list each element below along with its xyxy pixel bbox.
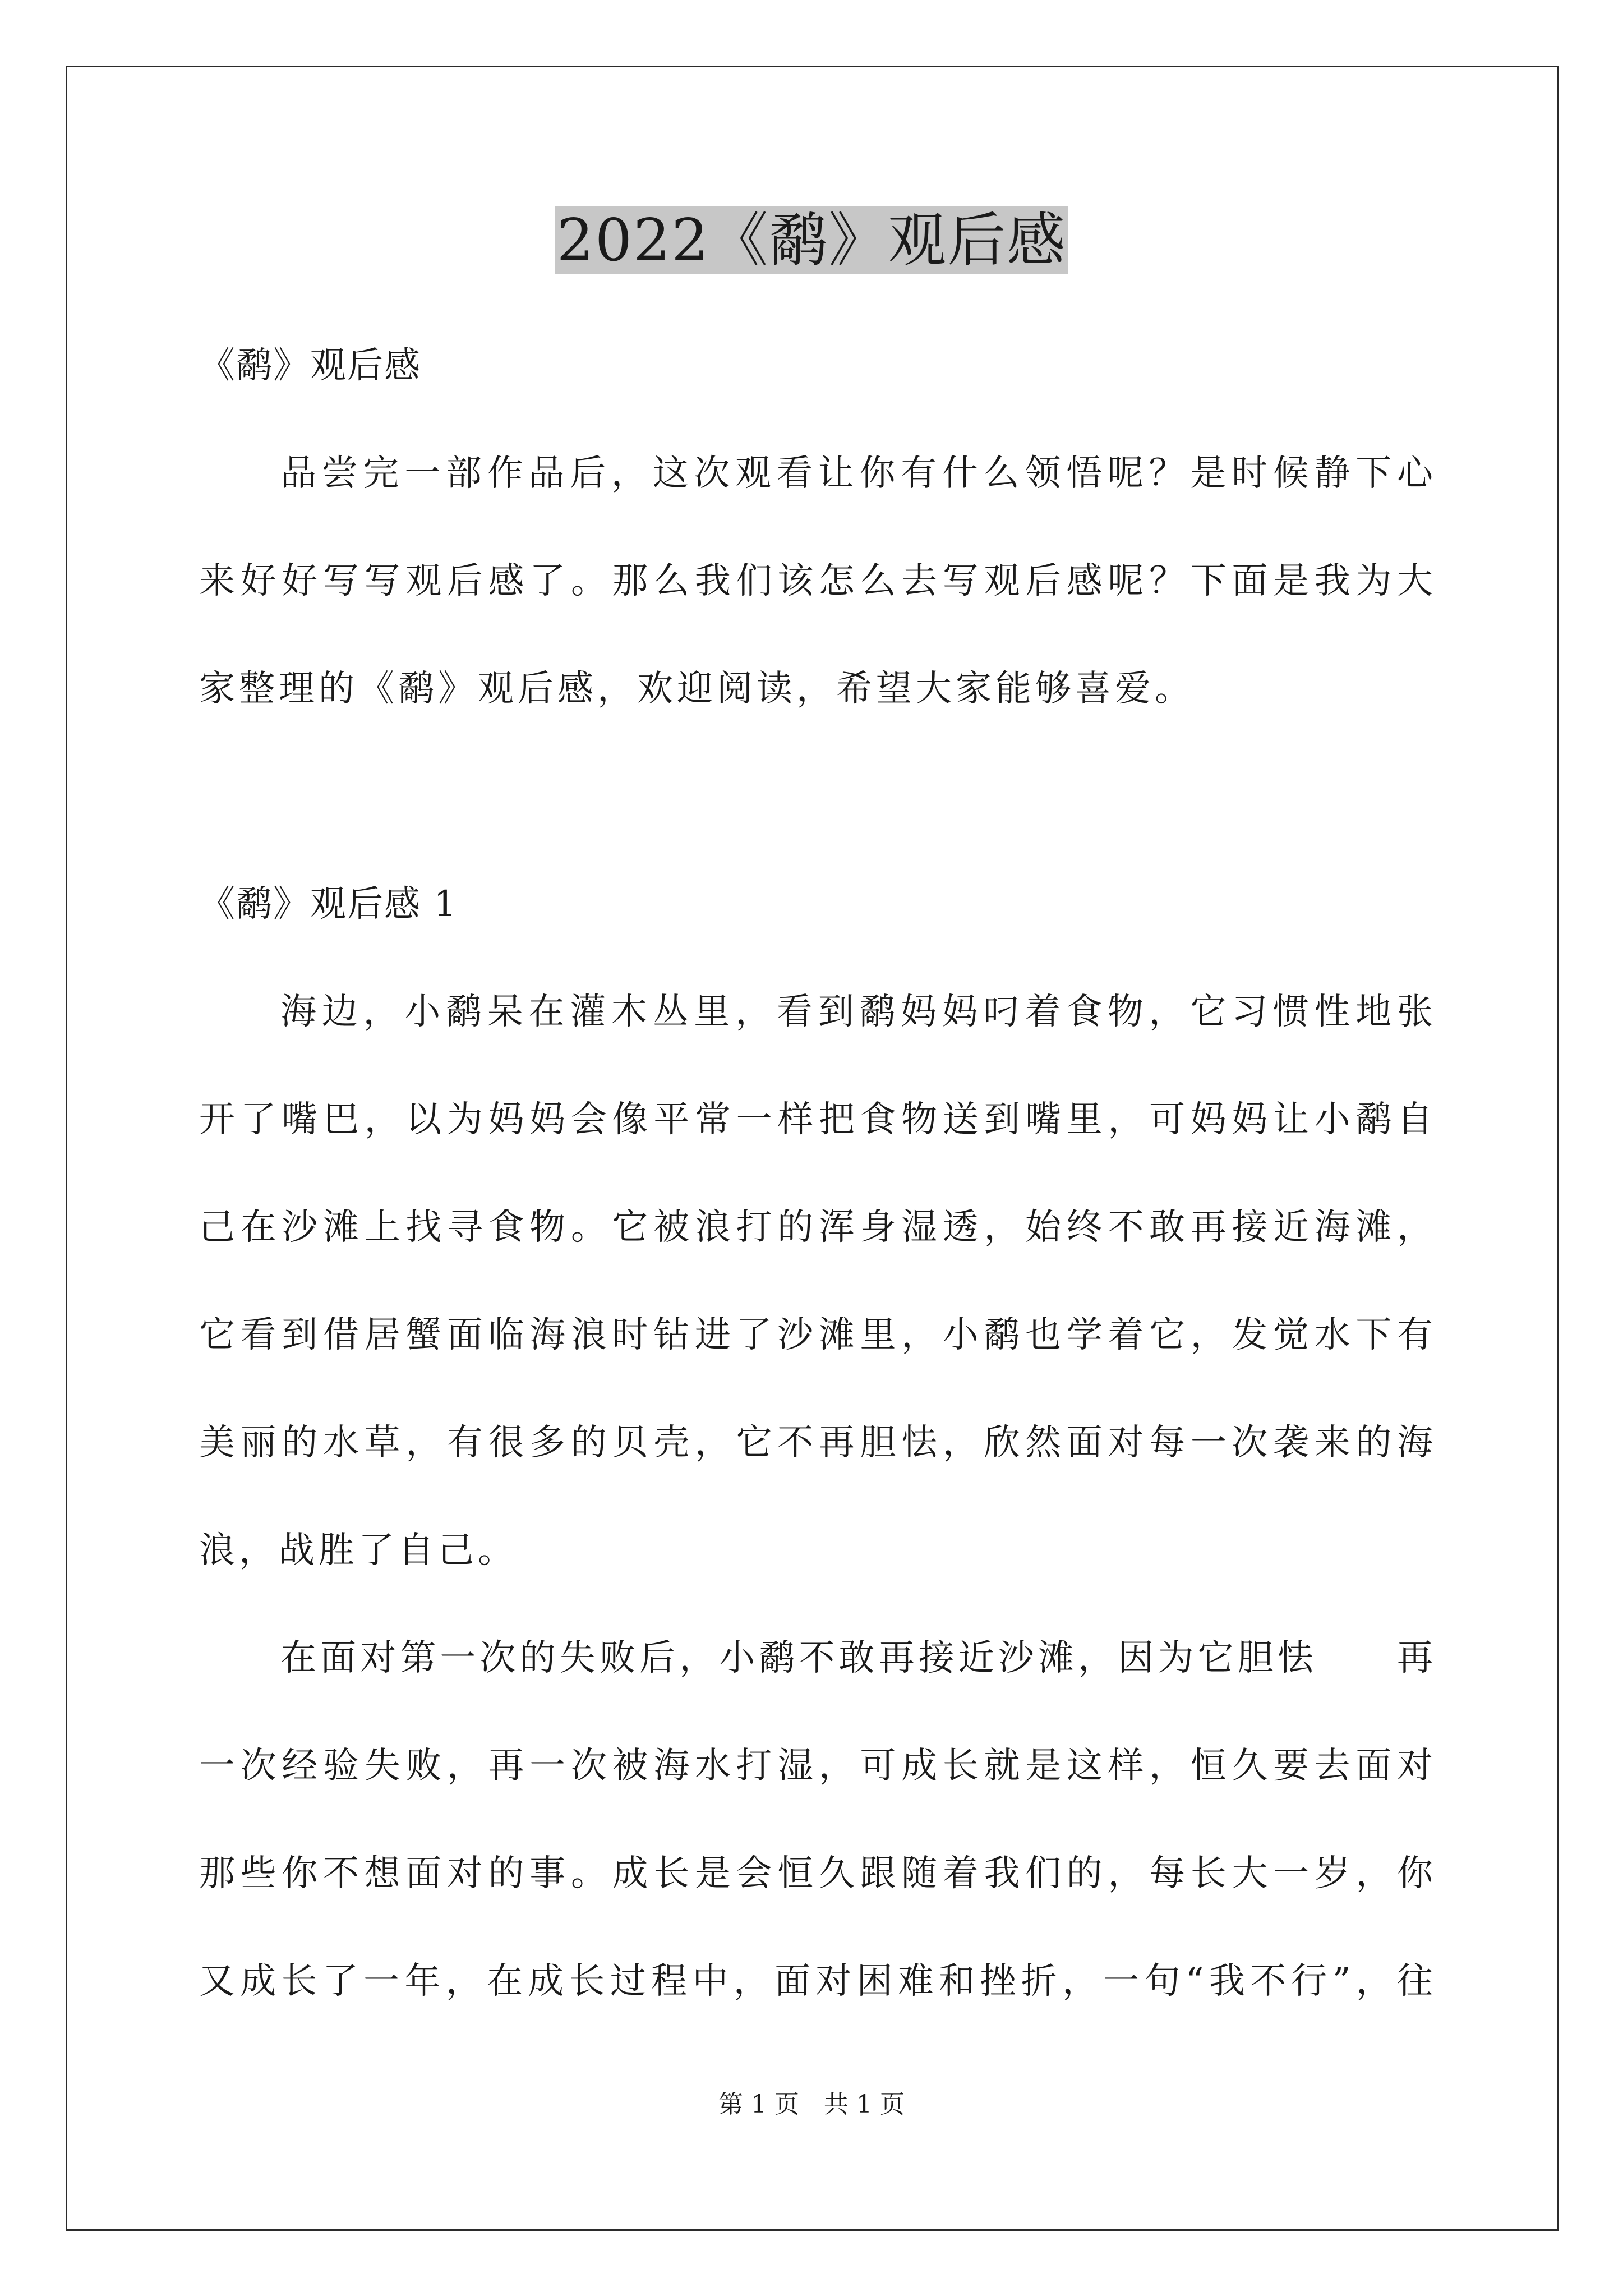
paragraph-line: 那些你不想面对的事。成长是会恒久跟随着我们的，每长大一岁，你 (199, 1853, 1433, 1894)
paragraph-spacer (199, 743, 1433, 850)
paragraph-line: 海边，小鹬呆在灌木丛里，看到鹬妈妈叼着食物，它习惯性地张 (280, 991, 1433, 1033)
paragraph-line: 美丽的水草，有很多的贝壳，它不再胆怯，欣然面对每一次袭来的海 (199, 1422, 1433, 1464)
paragraph-line: 己在沙滩上找寻食物。它被浪打的浑身湿透，始终不敢再接近海滩， (199, 1207, 1433, 1248)
document-title (0, 201, 1623, 279)
intro-line: 品尝完一部作品后，这次观看让你有什么领悟呢？是时候静下心 (280, 453, 1433, 494)
page-number: 第 1 页 共 1 页 (718, 2090, 905, 2119)
paragraph-line: 开了嘴巴，以为妈妈会像平常一样把食物送到嘴里，可妈妈让小鹬自 (199, 1099, 1433, 1140)
document-subtitle: 《鹬》观后感 (199, 345, 421, 386)
section-heading: 《鹬》观后感 1 (199, 884, 458, 925)
paragraph-line: 一次经验失败，再一次被海水打湿，可成长就是这样，恒久要去面对 (199, 1745, 1433, 1787)
intro-line: 家整理的《鹬》观后感，欢迎阅读，希望大家能够喜爱。 (199, 668, 1195, 710)
paragraph-line: 它看到借居蟹面临海浪时钻进了沙滩里，小鹬也学着它，发觉水下有 (199, 1314, 1433, 1356)
paragraph-line: 浪，战胜了自己。 (199, 1530, 518, 1571)
intro-line: 来好好写写观后感了。那么我们该怎么去写观后感呢？下面是我为大 (199, 560, 1433, 602)
document-title-text: 2022《鹬》观后感 (555, 206, 1069, 274)
document-body (199, 312, 1433, 2035)
paragraph-line: 又成长了一年，在成长过程中，面对困难和挫折，一句“我不行”，往 (199, 1961, 1433, 2002)
paragraph-line: 在面对第一次的失败后，小鹬不敢再接近沙滩，因为它胆怯 再 (280, 1637, 1433, 1679)
